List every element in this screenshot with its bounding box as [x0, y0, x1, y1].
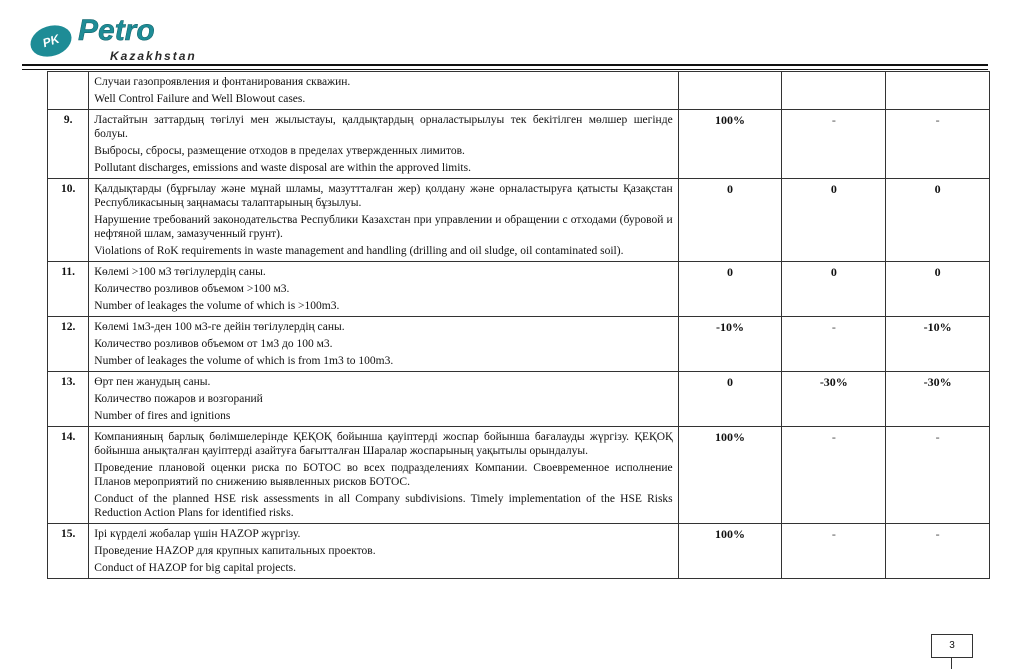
kpi-table: [47, 71, 990, 579]
target-value-2: 0: [782, 262, 886, 317]
target-value-1: 0: [678, 372, 782, 427]
row-description: [89, 524, 678, 579]
row-number: 11.: [48, 262, 89, 317]
target-value-2: -: [782, 317, 886, 372]
target-value-2: [782, 72, 886, 110]
target-value-3: -: [886, 427, 990, 524]
description-line: Conduct of HAZOP for big capital projects.: [94, 562, 297, 574]
description-line: Ластайтын заттардың төгілуі мен жылыстауы, қалдықтардың орналастырылуы тек бекітілген мөлшер шегінде болуы.: [94, 114, 673, 140]
page-number: 3: [931, 634, 973, 658]
target-value-2: -: [782, 110, 886, 179]
target-value-1: 100%: [678, 427, 782, 524]
table-row: [48, 72, 990, 110]
target-value-3: -10%: [886, 317, 990, 372]
row-description: [89, 372, 678, 427]
description-line: Случаи газопроявления и фонтанирования скважин.: [94, 76, 351, 88]
target-value-2: -30%: [782, 372, 886, 427]
description-line: Number of fires and ignitions: [94, 410, 231, 422]
logo-badge: [26, 20, 75, 62]
table-row: [48, 179, 990, 262]
description-line: Көлемі >100 м3 төгілулердің саны.: [94, 266, 266, 278]
row-number: 15.: [48, 524, 89, 579]
target-value-3: [886, 72, 990, 110]
target-value-1: 100%: [678, 110, 782, 179]
row-description: [89, 317, 678, 372]
table-row: [48, 524, 990, 579]
description-line: Number of leakages the volume of which is >100m3.: [94, 300, 340, 312]
description-line: Pollutant discharges, emissions and waste disposal are within the approved limits.: [94, 162, 471, 174]
row-description: [89, 72, 678, 110]
target-value-3: -: [886, 524, 990, 579]
target-value-2: -: [782, 524, 886, 579]
target-value-1: [678, 72, 782, 110]
row-number: [48, 72, 89, 110]
description-line: Выбросы, сбросы, размещение отходов в пределах утвержденных лимитов.: [94, 145, 465, 157]
table-row: [48, 262, 990, 317]
row-description: [89, 110, 678, 179]
target-value-1: 100%: [678, 524, 782, 579]
target-value-3: -30%: [886, 372, 990, 427]
description-line: Нарушение требований законодательства Республики Казахстан при управлении и обращении с отходами (буровой и нефтяной шлам, замазученный грунт).: [94, 214, 673, 240]
row-number: 10.: [48, 179, 89, 262]
row-number: 9.: [48, 110, 89, 179]
row-description: [89, 179, 678, 262]
table-row: [48, 427, 990, 524]
row-description: [89, 427, 678, 524]
table-row: [48, 110, 990, 179]
description-line: Көлемі 1м3-ден 100 м3-ге дейін төгілулердің саны.: [94, 321, 345, 333]
target-value-3: -: [886, 110, 990, 179]
description-line: Well Control Failure and Well Blowout cases.: [94, 93, 306, 105]
description-line: Количество пожаров и возгораний: [94, 393, 263, 405]
target-value-3: 0: [886, 179, 990, 262]
description-line: Проведение плановой оценки риска по БОТОС во всех подразделениях Компании. Своевременное исполнение Планов мероприятий по снижению выявленных рисков БОТОС.: [94, 462, 673, 488]
row-description: [89, 262, 678, 317]
logo-name: Petro: [78, 14, 155, 47]
description-line: Өрт пен жанудың саны.: [94, 376, 211, 388]
table-row: [48, 317, 990, 372]
description-line: Number of leakages the volume of which is from 1m3 to 100m3.: [94, 355, 394, 367]
description-line: Ірі күрделі жобалар үшін HAZOP жүргізу.: [94, 528, 301, 540]
row-number: 14.: [48, 427, 89, 524]
row-number: 12.: [48, 317, 89, 372]
description-line: Количество розливов объемом от 1м3 до 100 м3.: [94, 338, 333, 350]
target-value-1: -10%: [678, 317, 782, 372]
target-value-2: 0: [782, 179, 886, 262]
logo-badge-text: PK: [40, 31, 62, 51]
header-divider: [22, 64, 988, 70]
target-value-1: 0: [678, 179, 782, 262]
description-line: Қалдықтарды (бұрғылау және мұнай шламы, мазуттталған жер) қолдану және орналастыруға қатысты Қазақстан Республикасының заңнамасы талаптарының бұзылуы.: [94, 183, 673, 209]
table-row: [48, 372, 990, 427]
row-number: 13.: [48, 372, 89, 427]
target-value-1: 0: [678, 262, 782, 317]
target-value-3: 0: [886, 262, 990, 317]
page-header: [28, 14, 988, 68]
description-line: Количество розливов объемом >100 м3.: [94, 283, 290, 295]
description-line: Проведение HAZOP для крупных капитальных проектов.: [94, 545, 376, 557]
description-line: Violations of RoK requirements in waste management and handling (drilling and oil sludge, oil contaminated soil).: [94, 245, 624, 257]
logo-subname: Kazakhstan: [110, 49, 197, 63]
description-line: Conduct of the planned HSE risk assessments in all Company subdivisions. Timely implementation of the HSE Risks Reduction Action Plans for identified risks.: [94, 493, 673, 519]
target-value-2: -: [782, 427, 886, 524]
page-number-tick: [951, 657, 952, 669]
description-line: Компанияның барлық бөлімшелерінде ҚЕҚОҚ бойынша қауіптерді жоспар бойынша бағалауды жүргізу. ҚЕҚОҚ бойынша анықталған қауіптерді азайтуға бағытталған Шаралар жоспарының уақытылы орындалуы.: [94, 431, 673, 457]
